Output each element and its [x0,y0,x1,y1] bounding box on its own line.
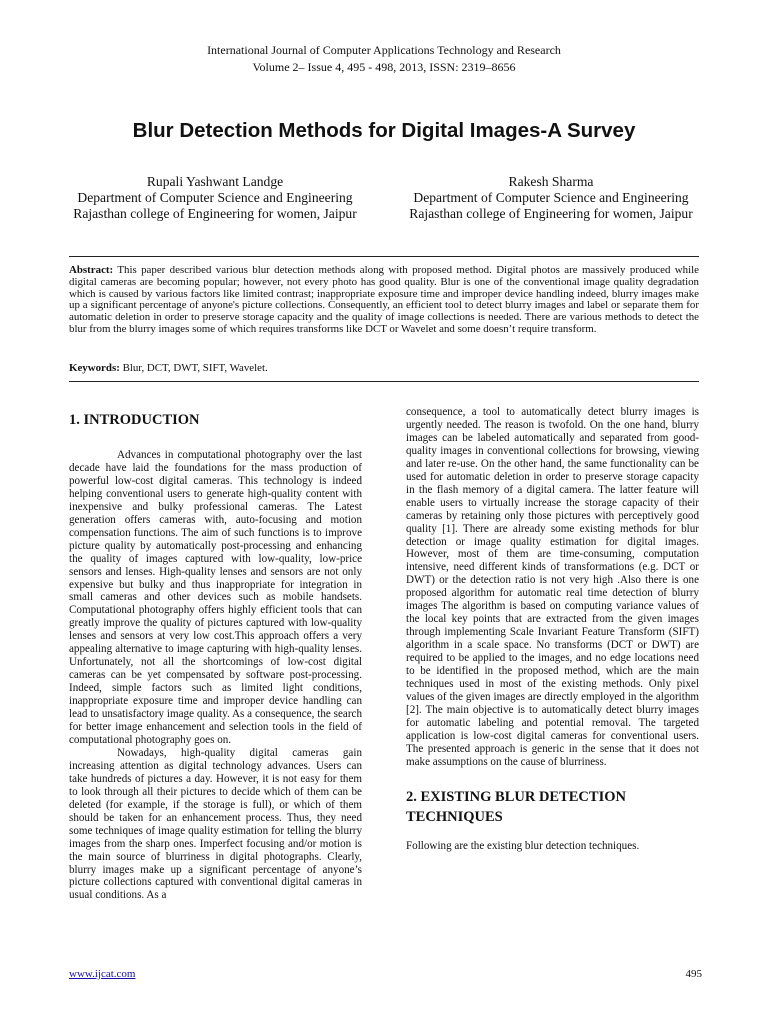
journal-name: International Journal of Computer Applications Technology and Research [207,43,561,57]
right-column [406,406,699,853]
section-heading-existing-techniques: 2. EXISTING BLUR DETECTION TECHNIQUES [406,788,626,825]
abstract-bottom-rule [69,381,699,382]
author-department: Department of Computer Science and Engineering [77,190,353,205]
intro-paragraph-1: Advances in computational photography over the last decade have laid the foundations for the mass production of powerful low-cost digital cameras. This technology is indeed helping conventional users to generate high-quality content with inexpensive and bulky professional cameras. The Latest generation offers cameras with, auto-focusing and motion compensation functions. The aim of such functions is to improve picture quality by automatically post-processing and enhancing the quality of images captured with low-quality, low-price sensors and lenses. High-quality lenses and sensors are not only expensive but bulky and thus inappropriate for integration in small cameras and other devices such as mobile handsets. Computational photography offers highly efficient tools that can greatly improve the quality of pictures captured with low-quality lenses and sensors at very low cost.This approach offers a very appealing alternative to image capturing with high-quality lenses. Unfortunately, not all the shortcomings of low-cost digital cameras can be yet compensated by software post-processing. Indeed, simple factors such as limited light conditions, inappropriate exposure time and improper device handling can lead to unsatisfactory image quality. As a consequence, the search for better image enhancement and selection tools in the field of computational photography goes on. [69,449,362,746]
author-college: Rajasthan college of Engineering for women, Jaipur [73,206,357,221]
journal-volume: Volume 2– Issue 4, 495 - 498, 2013, ISSN: 2319–8656 [252,60,516,74]
journal-header [0,42,768,76]
existing-techniques-text: Following are the existing blur detection techniques. [406,839,640,852]
intro-paragraph-3: consequence, a tool to automatically detect blurry images is urgently needed. The reason is twofold. On the one hand, blurry images can be labeled automatically and separated from good-quality images in conventional collections for browsing, viewing and later re-use. On the other hand, the same functionality can be used for automatic deletion in order to preserve storage capacity in the flash memory of a digital camera. The latter feature will enable users to virtually increase the storage capacity of their cameras by retaining only those pictures with perceptively good quality [1]. There are already some existing methods for blur detection or image quality estimation for digital images. However, most of them are time-consuming, computation intensive, need different kinds of transformations (e.g. DCT or DWT) or the detection ratio is not very high .Also there is one proposed algorithm for automatic real time detection of blurry images The algorithm is based on computing variance values of the local key points that are extracted from the given images through implementing Scale Invariant Feature Transform (SIFT) algorithm in a scale space. No transforms (DCT or DWT) are required to be applied to the images, and no edge locations need to be identified in the proposed method, which are the main techniques used in most of the existing methods. Only pixel values of the given images are directly employed in the algorithm [2]. The main objective is to automatically detect blurry images for automatic labeling and potential removal. The targeted application is low-cost digital cameras for conventional users. The presented approach is generic in the sense that it does not make assumptions on the cause of blurriness. [406,406,699,768]
keywords-text: Blur, DCT, DWT, SIFT, Wavelet. [122,362,268,374]
author-name: Rakesh Sharma [508,174,594,189]
author-college: Rajasthan college of Engineering for women, Jaipur [409,206,693,221]
left-column [69,410,362,902]
abstract-label: Abstract: [69,264,114,276]
paper-title: Blur Detection Methods for Digital Images-A Survey [132,119,636,142]
author-block-2 [386,174,716,222]
keywords-label: Keywords: [69,362,120,374]
abstract [69,265,699,336]
page-number: 495 [685,968,702,980]
section-heading-introduction: 1. INTRODUCTION [69,412,200,428]
footer-journal-link[interactable]: www.ijcat.com [69,968,136,980]
abstract-text: This paper described various blur detection methods along with proposed method. Digital photos are massively produced while digital cameras are becoming popular; however, not every photo has good quality. Blur is one of the conventional image quality degradation which is caused by various factors like limited contrast; inappropriate exposure time and improper device handling indeed, blurry images make up a significant percentage of anyone's picture collections. Consequently, an efficient tool to detect blurry images and label or separate them for automatic deletion in order to preserve storage capacity and the quality of image collections is needed. There are various methods to detect the blur from the blurry images some of which requires transforms like DCT or Wavelet and some doesn’t require transform. [69,264,699,335]
author-department: Department of Computer Science and Engineering [413,190,689,205]
author-name: Rupali Yashwant Landge [146,174,284,189]
keywords [69,362,699,374]
abstract-top-rule [69,256,699,257]
intro-paragraph-2: Nowadays, high-quality digital cameras gain increasing attention as digital technology advances. Users can take hundreds of pictures a day. However, it is not easy for them to look through all their pictures to decide which of them can be deleted (for example, if the storage is full), or which of them should be taken for an enhancement process. Thus, they need some techniques of image quality estimation for telling the blurry images from the sharp ones. Imperfect focusing and/or motion is the main source of blurriness in digital photographs. Clearly, blurry images make up a significant percentage of anyone’s picture collections captured with conventional digital cameras in usual conditions. As a [69,746,362,902]
author-block-1 [50,174,380,222]
